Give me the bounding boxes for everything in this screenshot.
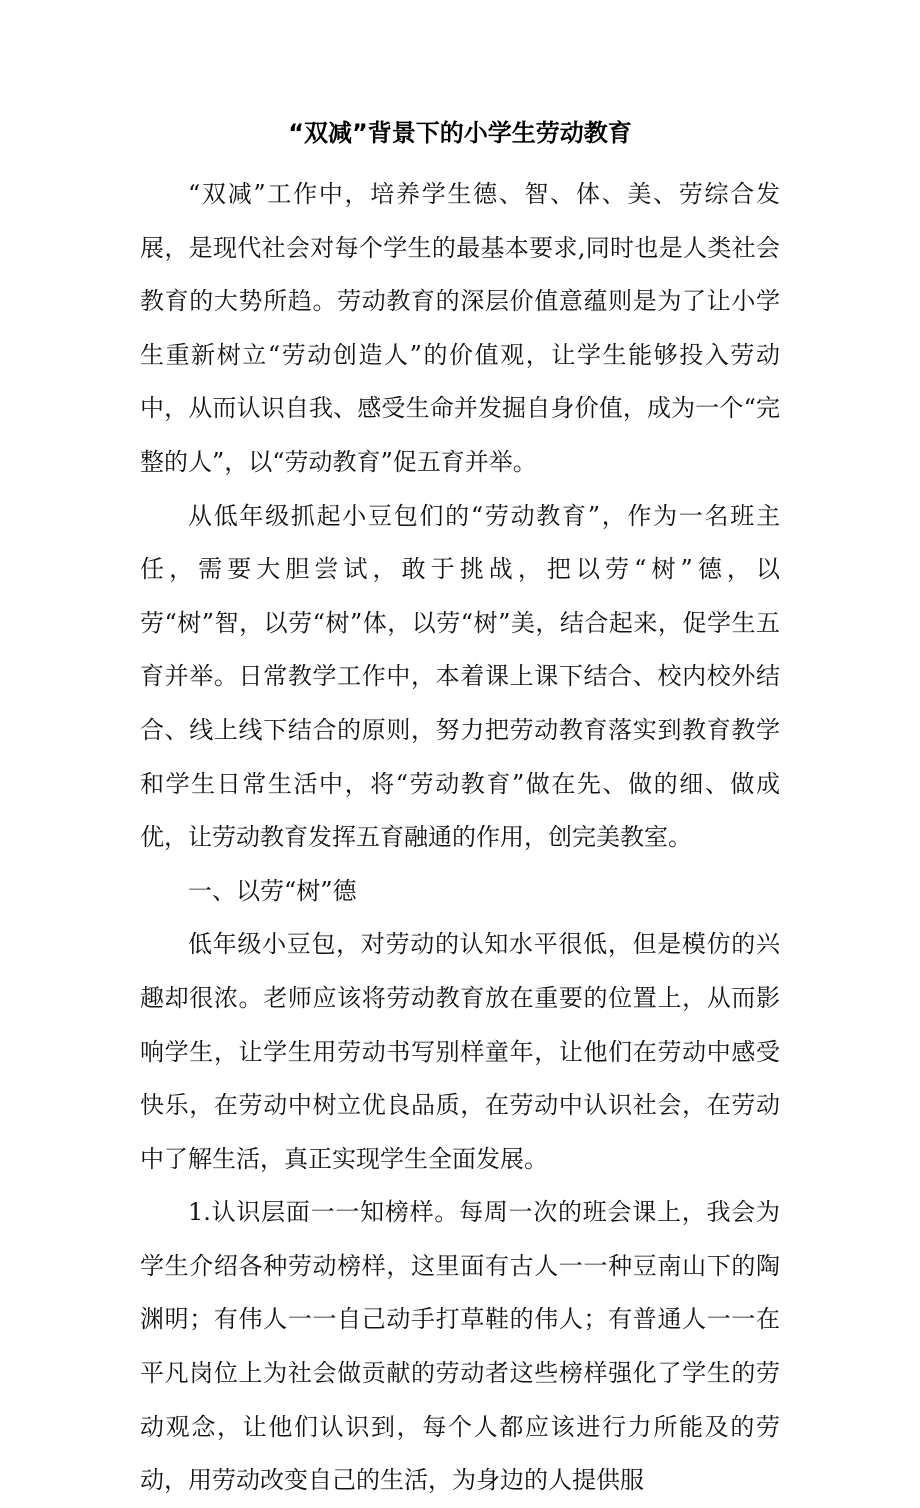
document-body	[140, 168, 780, 1508]
paragraph-role-models: 1.认识层面一一知榜样。每周一次的班会课上，我会为学生介绍各种劳动榜样，这里面有古人一一种豆南山下的陶渊明；有伟人一一自己动手打草鞋的伟人；有普通人一一在平凡岗位上为社会做贡献的劳动者这些榜样强化了学生的劳动观念，让他们认识到，每个人都应该进行力所能及的劳动，用劳动改变自己的生活，为身边的人提供服	[140, 1198, 780, 1495]
paragraph-moral: 低年级小豆包，对劳动的认知水平很低，但是模仿的兴趣却很浓。老师应该将劳动教育放在重要的位置上，从而影响学生，让学生用劳动书写别样童年，让他们在劳动中感受快乐，在劳动中树立优良品质，在劳动中认识社会，在劳动中了解生活，真正实现学生全面发展。	[140, 930, 780, 1173]
paragraph-intro: “双减”工作中，培养学生德、智、体、美、劳综合发展，是现代社会对每个学生的最基本要求,同时也是人类社会教育的大势所趋。劳动教育的深层价值意蕴则是为了让小学生重新树立“劳动创造人”的价值观，让学生能够投入劳动中，从而认识自我、感受生命并发掘自身价值，成为一个“完整的人”，以“劳动教育”促五育并举。	[140, 180, 780, 476]
document-title: “双减”背景下的小学生劳动教育	[288, 119, 632, 147]
section-heading-moral: 一、以劳“树”德	[188, 876, 357, 905]
paragraph-low-grade: 从低年级抓起小豆包们的“劳动教育”，作为一名班主任，需要大胆尝试，敢于挑战，把以劳“树”德，以劳“树”智，以劳“树”体，以劳“树”美，结合起来，促学生五育并举。日常教学工作中，本着课上课下结合、校内校外结合、线上线下结合的原则，努力把劳动教育落实到教育教学和学生日常生活中，将“劳动教育”做在先、做的细、做成优，让劳动教育发挥五育融通的作用，创完美教室。	[140, 501, 780, 852]
